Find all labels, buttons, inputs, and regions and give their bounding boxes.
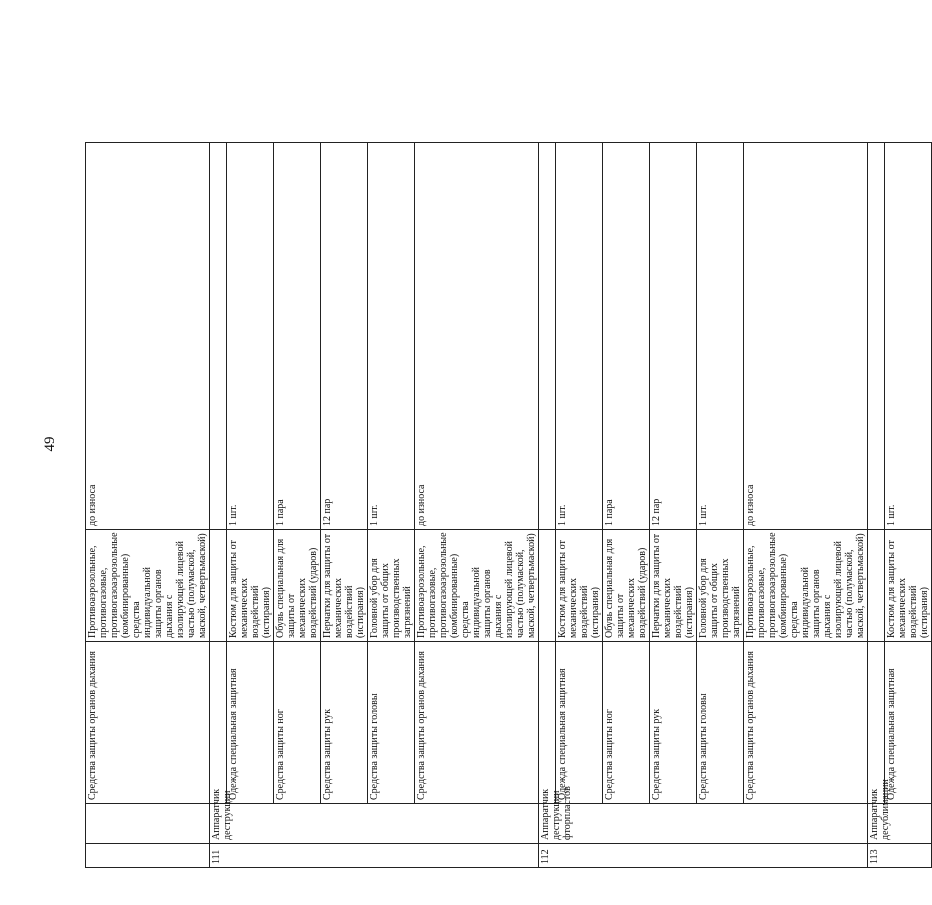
profession-name: Аппаратчик деструкции (210, 804, 539, 844)
table-row (368, 23, 415, 868)
issue-norm: до износа (744, 143, 868, 530)
table-row (744, 23, 868, 868)
table-row (227, 23, 274, 868)
profession-name: Аппаратчик десублимации (868, 804, 932, 844)
issue-norm: 1 пара (603, 143, 650, 530)
issue-norm (539, 143, 556, 530)
table-row (885, 23, 932, 868)
issue-norm: 12 пар (650, 143, 697, 530)
profession-name (86, 804, 210, 844)
table-row (556, 23, 603, 868)
ppe-category: Одежда специальная защитная (227, 642, 274, 804)
ppe-category (210, 642, 227, 804)
ppe-item: Головной убор для защиты от общих производственных загрязнений (368, 530, 415, 642)
issue-norm: 1 пара (274, 143, 321, 530)
table-row (415, 23, 539, 868)
table-row (86, 23, 210, 868)
issue-norm: 1 шт. (697, 143, 744, 530)
ppe-item: Противоаэрозольные, противогазовые, противогазоаэрозольные (комбинированные) средства индивидуальной защиты органов дыхания с изолирующей лицевой частью (полумаской, маской, четвертьмаской) (744, 530, 868, 642)
table-row (868, 23, 885, 868)
ppe-item: Обувь специальная для защиты от механических воздействий (ударов) (274, 530, 321, 642)
issue-norm (210, 143, 227, 530)
table-row (650, 23, 697, 868)
issue-norm (868, 143, 885, 530)
ppe-item (868, 530, 885, 642)
row-number: 112 (539, 844, 868, 868)
issue-norm: 1 шт. (885, 143, 932, 530)
issue-norm: 1 шт. (227, 143, 274, 530)
row-number: 111 (210, 844, 539, 868)
ppe-category: Средства защиты органов дыхания (86, 642, 210, 804)
table-row (321, 23, 368, 868)
ppe-item: Обувь специальная для защиты от механических воздействий (ударов) (603, 530, 650, 642)
ppe-item (539, 530, 556, 642)
page-number: 49 (42, 436, 58, 452)
issue-norm: до износа (86, 143, 210, 530)
issue-norm: 1 шт. (556, 143, 603, 530)
ppe-norms-table (85, 22, 932, 868)
ppe-category: Средства защиты органов дыхания (415, 642, 539, 804)
ppe-item: Костюм для защиты от механических воздействий (истирания) (227, 530, 274, 642)
ppe-category: Средства защиты рук (650, 642, 697, 804)
ppe-item: Перчатки для защиты от механических воздействий (истирания) (321, 530, 368, 642)
table-row (603, 23, 650, 868)
ppe-category: Одежда специальная защитная (885, 642, 932, 804)
table-row (697, 23, 744, 868)
issue-norm: до износа (415, 143, 539, 530)
ppe-category: Одежда специальная защитная (556, 642, 603, 804)
table-row (274, 23, 321, 868)
ppe-item: Головной убор для защиты от общих производственных загрязнений (697, 530, 744, 642)
ppe-category: Средства защиты головы (697, 642, 744, 804)
ppe-item: Костюм для защиты от механических воздействий (истирания) (885, 530, 932, 642)
row-number (86, 844, 210, 868)
ppe-category: Средства защиты органов дыхания (744, 642, 868, 804)
ppe-category: Средства защиты рук (321, 642, 368, 804)
ppe-category: Средства защиты головы (368, 642, 415, 804)
table-row (210, 23, 227, 868)
ppe-category (539, 642, 556, 804)
ppe-item (210, 530, 227, 642)
ppe-item: Противоаэрозольные, противогазовые, противогазоаэрозольные (комбинированные) средства индивидуальной защиты органов дыхания с изолирующей лицевой частью (полумаской, маской, четвертьмаской) (86, 530, 210, 642)
ppe-category: Средства защиты ног (603, 642, 650, 804)
profession-name: Аппаратчик деструкции фторпластов (539, 804, 868, 844)
row-number: 113 (868, 844, 932, 868)
ppe-item: Противоаэрозольные, противогазовые, противогазоаэрозольные (комбинированные) средства индивидуальной защиты органов дыхания с изолирующей лицевой частью (полумаской, маской, четвертьмаской) (415, 530, 539, 642)
table-body (86, 23, 932, 868)
ppe-item: Костюм для защиты от механических воздействий (истирания) (556, 530, 603, 642)
issue-norm: 1 шт. (368, 143, 415, 530)
table-row (539, 23, 556, 868)
issue-norm: 12 пар (321, 143, 368, 530)
ppe-category: Средства защиты ног (274, 642, 321, 804)
ppe-item: Перчатки для защиты от механических воздействий (истирания) (650, 530, 697, 642)
